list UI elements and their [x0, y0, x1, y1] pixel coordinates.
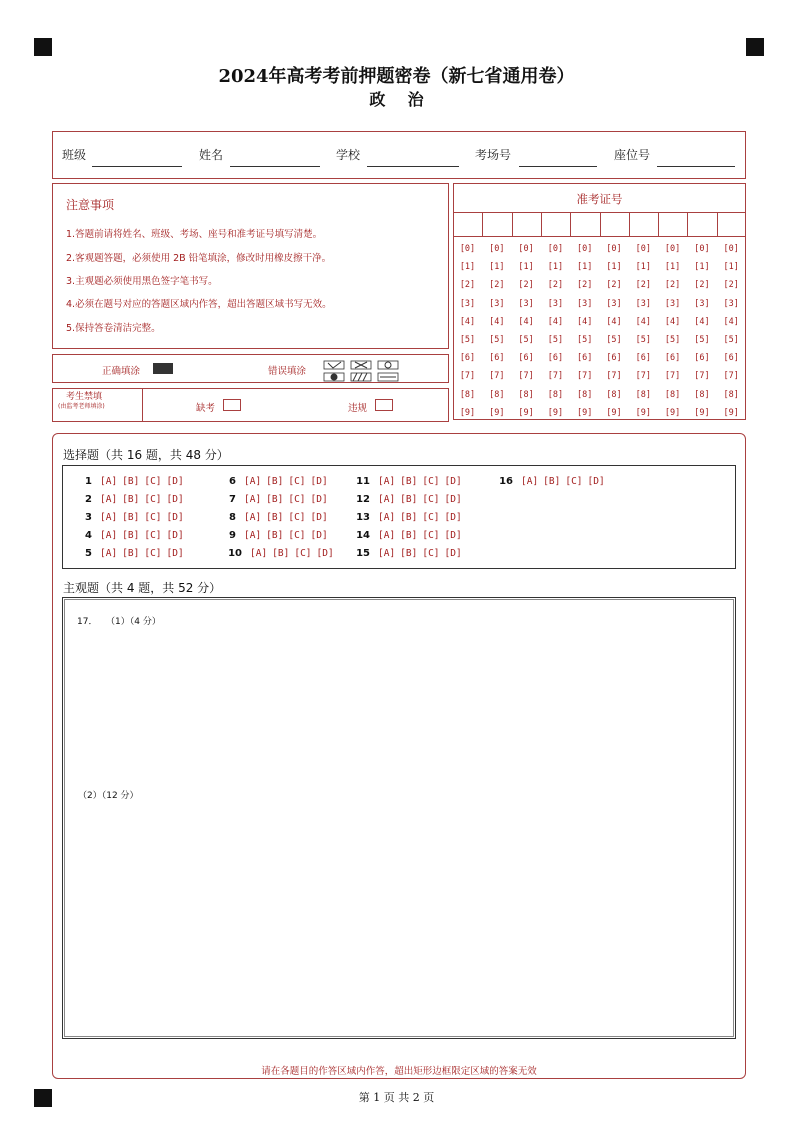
admission-digit-bubble[interactable]: [3] — [694, 298, 710, 309]
admission-entry-divider — [453, 236, 746, 237]
admission-digit-bubble[interactable]: [8] — [664, 389, 681, 400]
admission-digit-bubble[interactable]: [6] — [606, 353, 622, 364]
admission-digit-bubble[interactable]: [0] — [723, 244, 739, 254]
question-number: 8 — [229, 512, 236, 523]
answer-option-bubble[interactable]: [B] — [122, 494, 140, 505]
answer-option-bubble[interactable]: [D] — [310, 476, 328, 487]
admission-column-divider — [600, 212, 601, 236]
answer-option-bubble[interactable]: [C] — [288, 476, 306, 487]
admission-digit-column — [541, 240, 570, 422]
answer-option-bubble[interactable]: [C] — [144, 548, 162, 559]
answer-option-bubble[interactable]: [B] — [122, 530, 140, 541]
answer-option-bubble[interactable]: [B] — [122, 476, 140, 487]
answer-option-bubble[interactable]: [A] — [100, 548, 118, 559]
question-number: 10 — [228, 548, 242, 559]
admission-digit-bubble[interactable]: [8] — [723, 389, 739, 400]
question-number: 16 — [499, 476, 513, 487]
admission-digit-bubble[interactable]: [8] — [635, 389, 651, 400]
admission-digit-bubble[interactable]: [9] — [664, 407, 681, 418]
admission-digit-bubble[interactable]: [8] — [694, 389, 710, 400]
answer-option-bubble[interactable]: [A] — [100, 530, 118, 541]
answer-option-bubble[interactable]: [C] — [422, 548, 440, 559]
question-number: 12 — [356, 494, 370, 505]
admission-digit-bubble[interactable]: [9] — [606, 407, 622, 418]
registration-mark-top-right — [746, 38, 764, 56]
admission-digit-bubble[interactable]: [7] — [518, 371, 534, 382]
answer-option-bubble[interactable]: [A] — [244, 494, 262, 505]
admission-digit-bubble[interactable]: [4] — [723, 316, 739, 327]
objective-question-row — [228, 548, 339, 559]
correct-fill-label: 正确填涂 — [102, 366, 141, 377]
admission-digit-bubble[interactable]: [5] — [694, 334, 710, 345]
seat-label: 座位号 — [614, 148, 651, 162]
admission-digit-bubble[interactable]: [4] — [489, 316, 505, 327]
admission-digit-bubble[interactable]: [0] — [459, 244, 476, 254]
objective-question-row — [356, 476, 467, 487]
admission-digit-bubble[interactable]: [7] — [459, 371, 476, 382]
notice-item: 1.答题前请将姓名、班级、考场、座号和准考证号填写清楚。 — [66, 229, 323, 240]
admission-digit-bubble[interactable]: [4] — [664, 316, 681, 327]
admission-digit-bubble[interactable]: [2] — [547, 280, 564, 291]
admission-digit-bubble[interactable]: [6] — [694, 353, 710, 364]
answer-option-bubble[interactable]: [D] — [310, 530, 328, 541]
answer-option-bubble[interactable]: [C] — [144, 530, 162, 541]
answer-option-bubble[interactable]: [A] — [521, 476, 539, 487]
answer-option-bubble[interactable]: [A] — [378, 494, 396, 505]
exam-room-field[interactable] — [519, 166, 597, 167]
answer-option-bubble[interactable]: [C] — [144, 476, 162, 487]
correct-fill-sample — [153, 363, 173, 374]
admission-digit-bubble[interactable]: [0] — [694, 244, 710, 254]
admission-column-divider — [687, 212, 688, 236]
exam-status-label: 考生禁填 — [66, 392, 103, 402]
answer-option-bubble[interactable]: [D] — [444, 548, 462, 559]
admission-digit-bubble[interactable]: [3] — [577, 298, 593, 309]
page-title: 2024年高考考前押题密卷（新七省通用卷） — [218, 66, 575, 87]
objective-question-row — [78, 530, 189, 541]
admission-digit-bubble[interactable]: [5] — [547, 334, 564, 345]
name-field[interactable] — [230, 166, 320, 167]
admission-digit-column — [658, 240, 687, 422]
admission-digit-bubble[interactable]: [8] — [518, 389, 534, 400]
admission-digit-bubble[interactable]: [9] — [723, 407, 739, 418]
admission-digit-bubble[interactable]: [7] — [664, 371, 681, 382]
school-field[interactable] — [367, 166, 459, 167]
exam-status-divider — [142, 388, 143, 422]
subject-title: 政 治 — [369, 90, 424, 109]
admission-column-divider — [717, 212, 718, 236]
admission-digit-bubble[interactable]: [5] — [489, 334, 505, 345]
objective-question-row — [356, 512, 467, 523]
admission-digit-bubble[interactable]: [9] — [694, 407, 710, 418]
answer-option-bubble[interactable]: [C] — [422, 530, 440, 541]
wrong-fill-samples — [323, 360, 399, 382]
admission-digit-bubble[interactable]: [7] — [606, 371, 622, 382]
admission-digit-bubble[interactable]: [7] — [577, 371, 593, 382]
objective-question-row — [356, 530, 467, 541]
answer-option-bubble[interactable]: [C] — [422, 512, 440, 523]
admission-digit-bubble[interactable]: [9] — [489, 407, 505, 418]
admission-digit-bubble[interactable]: [5] — [459, 334, 476, 345]
class-label: 班级 — [62, 148, 87, 162]
answer-option-bubble[interactable]: [B] — [122, 548, 140, 559]
admission-column-divider — [629, 212, 630, 236]
answer-option-bubble[interactable]: [A] — [100, 476, 118, 487]
admission-column-divider — [570, 212, 571, 236]
answer-option-bubble[interactable]: [A] — [378, 530, 396, 541]
answer-option-bubble[interactable]: [B] — [400, 512, 418, 523]
answer-option-bubble[interactable]: [C] — [565, 476, 583, 487]
q17-part1: （1）（4 分） — [106, 617, 161, 627]
answer-option-bubble[interactable]: [B] — [122, 512, 140, 523]
answer-option-bubble[interactable]: [D] — [310, 494, 328, 505]
objective-question-row — [222, 530, 333, 541]
admission-digit-bubble[interactable]: [2] — [606, 280, 622, 291]
answer-option-bubble[interactable]: [D] — [444, 530, 462, 541]
admission-digit-bubble[interactable]: [1] — [489, 262, 505, 273]
admission-digit-bubble[interactable]: [2] — [635, 280, 651, 291]
admission-digit-bubble[interactable]: [2] — [459, 280, 476, 291]
admission-digit-bubble[interactable]: [3] — [547, 298, 564, 309]
question-number: 9 — [229, 530, 236, 541]
answer-option-bubble[interactable]: [B] — [266, 530, 284, 541]
admission-digit-bubble[interactable]: [1] — [547, 262, 564, 273]
admission-digit-bubble[interactable]: [7] — [694, 371, 710, 382]
admission-digit-bubble[interactable]: [6] — [723, 353, 739, 364]
admission-digit-bubble[interactable]: [6] — [547, 353, 564, 364]
admission-digit-bubble[interactable]: [3] — [723, 298, 739, 309]
notice-item: 5.保持答卷清洁完整。 — [66, 323, 161, 334]
admission-digit-bubble[interactable]: [2] — [489, 280, 505, 291]
admission-column-divider — [541, 212, 542, 236]
admission-digit-bubble[interactable]: [4] — [459, 316, 476, 327]
admission-digit-column — [482, 240, 511, 422]
admission-digit-bubble[interactable]: [0] — [577, 244, 593, 254]
answer-option-bubble[interactable]: [D] — [587, 476, 605, 487]
answer-option-bubble[interactable]: [A] — [378, 548, 396, 559]
admission-digit-bubble[interactable]: [0] — [635, 244, 651, 254]
admission-digit-bubble[interactable]: [3] — [635, 298, 651, 309]
answer-option-bubble[interactable]: [C] — [294, 548, 312, 559]
answer-option-bubble[interactable]: [B] — [266, 512, 284, 523]
answer-option-bubble[interactable]: [A] — [244, 512, 262, 523]
admission-digit-bubble[interactable]: [2] — [723, 280, 739, 291]
absent-label: 缺考 — [196, 403, 216, 414]
seat-field[interactable] — [657, 166, 735, 167]
answer-option-bubble[interactable]: [A] — [244, 476, 262, 487]
admission-digit-bubble[interactable]: [4] — [606, 316, 622, 327]
admission-digit-bubble[interactable]: [1] — [459, 262, 476, 273]
question-number: 15 — [356, 548, 370, 559]
answer-option-bubble[interactable]: [B] — [400, 548, 418, 559]
question-number: 1 — [85, 476, 92, 487]
objective-question-row — [78, 512, 189, 523]
answer-option-bubble[interactable]: [D] — [166, 476, 184, 487]
admission-digit-bubble[interactable]: [9] — [635, 407, 651, 418]
objective-question-row — [78, 476, 189, 487]
admission-digit-bubble[interactable]: [4] — [547, 316, 564, 327]
admission-digit-column — [600, 240, 629, 422]
admission-number-title: 准考证号 — [576, 192, 623, 206]
footer-warning: 请在各题目的作答区域内作答，超出矩形边框限定区域的答案无效 — [261, 1066, 537, 1077]
question-number: 4 — [85, 530, 92, 541]
objective-heading: 选择题（共 16 题，共 48 分） — [63, 448, 229, 462]
admission-digit-bubble[interactable]: [6] — [577, 353, 593, 364]
admission-digit-bubble[interactable]: [6] — [518, 353, 534, 364]
question-number: 3 — [85, 512, 92, 523]
admission-digit-bubble[interactable]: [1] — [723, 262, 739, 273]
admission-digit-bubble[interactable]: [1] — [518, 262, 534, 273]
admission-digit-bubble[interactable]: [5] — [664, 334, 681, 345]
answer-option-bubble[interactable]: [C] — [422, 494, 440, 505]
admission-column-divider — [482, 212, 483, 236]
answer-option-bubble[interactable]: [A] — [100, 494, 118, 505]
page-number: 第 1 页 共 2 页 — [358, 1091, 435, 1104]
admission-digit-bubble[interactable]: [3] — [664, 298, 681, 309]
answer-option-bubble[interactable]: [C] — [288, 512, 306, 523]
exam-status-note: (由监考老师填涂) — [58, 403, 105, 410]
admission-digit-column — [629, 240, 658, 422]
admission-digit-column — [717, 240, 746, 422]
admission-digit-bubble[interactable]: [9] — [577, 407, 593, 418]
exam-room-label: 考场号 — [475, 148, 512, 162]
admission-digit-bubble[interactable]: [1] — [694, 262, 710, 273]
admission-column-divider — [512, 212, 513, 236]
answer-option-bubble[interactable]: [C] — [422, 476, 440, 487]
name-label: 姓名 — [199, 148, 224, 162]
question-number: 7 — [229, 494, 236, 505]
notice-item: 2.客观题答题，必须使用 2B 铅笔填涂，修改时用橡皮擦干净。 — [66, 253, 332, 264]
registration-mark-top-left — [34, 38, 52, 56]
question-number: 6 — [229, 476, 236, 487]
objective-question-row — [78, 548, 189, 559]
admission-digit-bubble[interactable]: [4] — [577, 316, 593, 327]
objective-question-row — [356, 548, 467, 559]
admission-digit-bubble[interactable]: [8] — [547, 389, 564, 400]
class-field[interactable] — [92, 166, 182, 167]
admission-column-divider — [658, 212, 659, 236]
objective-question-row — [222, 512, 333, 523]
subjective-answer-box[interactable] — [62, 597, 736, 1039]
objective-question-row — [499, 476, 610, 487]
admission-digit-bubble[interactable]: [6] — [664, 353, 681, 364]
admission-digit-bubble[interactable]: [8] — [606, 389, 622, 400]
answer-option-bubble[interactable]: [B] — [543, 476, 561, 487]
admission-digit-bubble[interactable]: [3] — [489, 298, 505, 309]
question-number: 5 — [85, 548, 92, 559]
admission-digit-bubble[interactable]: [9] — [547, 407, 564, 418]
admission-digit-bubble[interactable]: [6] — [459, 353, 476, 364]
absent-checkbox[interactable] — [223, 399, 241, 411]
question-number: 14 — [356, 530, 370, 541]
school-label: 学校 — [336, 148, 361, 162]
admission-digit-bubble[interactable]: [4] — [635, 316, 651, 327]
admission-digit-column — [570, 240, 599, 422]
question-number: 2 — [85, 494, 92, 505]
answer-option-bubble[interactable]: [C] — [144, 494, 162, 505]
notice-item: 3.主观题必须使用黑色签字笔书写。 — [66, 276, 218, 287]
answer-option-bubble[interactable]: [D] — [310, 512, 328, 523]
admission-digit-bubble[interactable]: [1] — [635, 262, 651, 273]
admission-digit-bubble[interactable]: [0] — [664, 244, 681, 254]
admission-digit-bubble[interactable]: [0] — [518, 244, 534, 254]
admission-digit-bubble[interactable]: [9] — [459, 407, 476, 418]
answer-option-bubble[interactable]: [B] — [266, 476, 284, 487]
admission-digit-bubble[interactable]: [0] — [489, 244, 505, 254]
answer-option-bubble[interactable]: [B] — [400, 476, 418, 487]
answer-option-bubble[interactable]: [B] — [272, 548, 290, 559]
objective-question-row — [222, 476, 333, 487]
answer-option-bubble[interactable]: [B] — [400, 494, 418, 505]
admission-digit-column — [453, 240, 482, 422]
admission-digit-bubble[interactable]: [1] — [664, 262, 681, 273]
admission-digit-bubble[interactable]: [8] — [489, 389, 505, 400]
admission-digit-bubble[interactable]: [6] — [635, 353, 651, 364]
answer-option-bubble[interactable]: [D] — [166, 512, 184, 523]
wrong-fill-label: 错误填涂 — [268, 366, 307, 377]
answer-option-bubble[interactable]: [D] — [166, 548, 184, 559]
admission-digit-bubble[interactable]: [7] — [635, 371, 651, 382]
admission-digit-bubble[interactable]: [0] — [606, 244, 622, 254]
admission-digit-bubble[interactable]: [5] — [635, 334, 651, 345]
admission-digit-bubble[interactable]: [3] — [459, 298, 476, 309]
question-number: 11 — [356, 476, 370, 487]
admission-digit-bubble[interactable]: [2] — [518, 280, 534, 291]
admission-digit-column — [512, 240, 541, 422]
q17-number: 17． — [77, 617, 98, 627]
answer-option-bubble[interactable]: [B] — [266, 494, 284, 505]
answer-option-bubble[interactable]: [D] — [444, 476, 462, 487]
answer-option-bubble[interactable]: [A] — [250, 548, 268, 559]
admission-digit-bubble[interactable]: [3] — [606, 298, 622, 309]
objective-question-row — [356, 494, 467, 505]
answer-option-bubble[interactable]: [A] — [244, 530, 262, 541]
q17-part2: （2）（12 分） — [78, 791, 139, 801]
admission-digit-bubble[interactable]: [1] — [606, 262, 622, 273]
admission-digit-bubble[interactable]: [5] — [723, 334, 739, 345]
objective-question-row — [222, 494, 333, 505]
admission-digit-bubble[interactable]: [6] — [489, 353, 505, 364]
admission-digit-bubble[interactable]: [2] — [694, 280, 710, 291]
subjective-heading: 主观题（共 4 题，共 52 分） — [63, 581, 222, 595]
question-number: 13 — [356, 512, 370, 523]
answer-option-bubble[interactable]: [B] — [400, 530, 418, 541]
admission-digit-bubble[interactable]: [9] — [518, 407, 534, 418]
admission-digit-bubble[interactable]: [7] — [489, 371, 505, 382]
admission-digit-bubble[interactable]: [5] — [606, 334, 622, 345]
admission-digit-bubble[interactable]: [8] — [577, 389, 593, 400]
admission-digit-bubble[interactable]: [2] — [664, 280, 681, 291]
answer-option-bubble[interactable]: [D] — [166, 530, 184, 541]
objective-question-row — [78, 494, 189, 505]
admission-digit-bubble[interactable]: [3] — [518, 298, 534, 309]
answer-option-bubble[interactable]: [D] — [166, 494, 184, 505]
answer-option-bubble[interactable]: [C] — [288, 530, 306, 541]
answer-option-bubble[interactable]: [D] — [316, 548, 334, 559]
admission-digit-bubble[interactable]: [5] — [577, 334, 593, 345]
answer-option-bubble[interactable]: [C] — [288, 494, 306, 505]
answer-option-bubble[interactable]: [D] — [444, 512, 462, 523]
admission-digit-bubble[interactable]: [8] — [459, 389, 476, 400]
admission-digit-column — [687, 240, 716, 422]
admission-digit-bubble[interactable]: [5] — [518, 334, 534, 345]
answer-option-bubble[interactable]: [A] — [100, 512, 118, 523]
notice-heading: 注意事项 — [66, 198, 115, 212]
admission-digit-bubble[interactable]: [0] — [547, 244, 564, 254]
admission-digit-bubble[interactable]: [4] — [518, 316, 534, 327]
notice-item: 4.必须在题号对应的答题区域内作答，超出答题区域书写无效。 — [66, 299, 332, 310]
admission-digit-bubble[interactable]: [1] — [577, 262, 593, 273]
admission-digit-bubble[interactable]: [2] — [577, 280, 593, 291]
answer-option-bubble[interactable]: [A] — [378, 476, 396, 487]
admission-digit-bubble[interactable]: [7] — [723, 371, 739, 382]
answer-option-bubble[interactable]: [D] — [444, 494, 462, 505]
admission-digit-bubble[interactable]: [7] — [547, 371, 564, 382]
violation-checkbox[interactable] — [375, 399, 393, 411]
admission-digit-bubble[interactable]: [4] — [694, 316, 710, 327]
answer-option-bubble[interactable]: [A] — [378, 512, 396, 523]
answer-option-bubble[interactable]: [C] — [144, 512, 162, 523]
violation-label: 违规 — [348, 403, 368, 414]
